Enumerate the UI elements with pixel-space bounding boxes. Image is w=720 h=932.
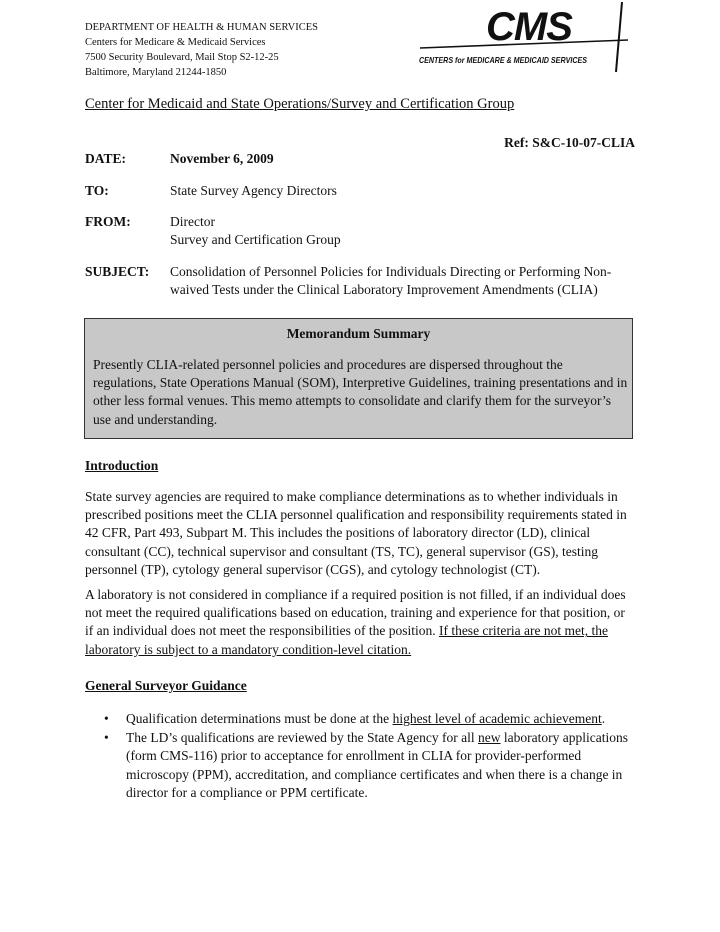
from-label: FROM: <box>85 214 131 229</box>
address-line: Baltimore, Maryland 21244-1850 <box>85 67 227 78</box>
compliance-paragraph <box>85 586 635 659</box>
introduction-paragraph: State survey agencies are required to make compliance determinations as to whether individuals in prescribed positions meet the CLIA personnel qualification and responsibility requirements stated in 42 CFR, Part 493, Subpart M. This includes the positions of laboratory director (LD), clinical consultant (CC), technical supervisor and consultant (TS, TC), general supervisor (GS), testing personnel (TP), cytology general supervisor (CGS), and cytology technologist (CT). <box>85 489 627 577</box>
list-item <box>85 729 645 802</box>
introduction-heading: Introduction <box>85 458 159 473</box>
cms-tagline: CENTERS for MEDICARE & MEDICAID SERVICES <box>419 56 588 65</box>
bullet-text: laboratory applications (form CMS-116) prior to acceptance for enrollment in CLIA for provider-performed microscopy (PPM), accreditation, and compliance certificates and when there is a change in director for a compliance or PPM certificate. <box>126 730 628 800</box>
guidance-heading: General Surveyor Guidance <box>85 678 247 693</box>
group-title: Center for Medicaid and State Operations/Survey and Certification Group <box>85 96 515 112</box>
cms-wordmark: CMS <box>486 5 572 49</box>
bullet-text: Qualification determinations must be done at the <box>126 711 393 726</box>
to-label: TO: <box>85 183 109 198</box>
address-line: 7500 Security Boulevard, Mail Stop S2-12-25 <box>85 52 279 63</box>
guidance-list <box>85 710 645 803</box>
address-line: Centers for Medicare & Medicaid Services <box>85 37 266 48</box>
reference-number: Ref: S&C-10-07-CLIA <box>504 135 635 150</box>
bullet-icon: • <box>104 711 109 726</box>
summary-title: Memorandum Summary <box>286 326 431 341</box>
date-value: November 6, 2009 <box>170 151 274 166</box>
to-value: State Survey Agency Directors <box>170 183 337 198</box>
bullet-emphasis: new <box>478 730 501 746</box>
bullet-emphasis: highest level of academic achievement <box>392 711 602 726</box>
list-item <box>85 710 645 728</box>
from-value <box>170 213 640 248</box>
bullet-text: The LD’s qualifications are reviewed by the State Agency for all <box>126 730 479 746</box>
address-line: DEPARTMENT OF HEALTH & HUMAN SERVICES <box>85 22 318 33</box>
memorandum-summary-box <box>84 318 633 439</box>
subject-label: SUBJECT: <box>85 264 150 279</box>
from-line: Survey and Certification Group <box>170 231 341 247</box>
subject-value: Consolidation of Personnel Policies for Individuals Directing or Performing Non-waived Tests under the Clinical Laboratory Improvement Amendments (CLIA) <box>170 264 612 297</box>
bullet-icon: • <box>104 730 109 746</box>
compliance-text: A laboratory is not considered in compliance if a required position is not filled, if an individual does not meet the required qualifications based on education, training and experience for that position, or if an individual does not meet the responsibilities of the position. <box>85 587 626 639</box>
from-line: Director <box>170 214 215 229</box>
bullet-text: . <box>601 711 606 726</box>
summary-body: Presently CLIA-related personnel policies and procedures are dispersed throughout the regulations, State Operations Manual (SOM), Interpretive Guidelines, training presentations and in other less formal venues. This memo attempts to consolidate and clarify them for the surveyor’s use and understanding. <box>93 357 628 427</box>
citation-warning: If these criteria are not met, the laboratory is subject to a mandatory condition-level citation. <box>85 623 608 657</box>
date-label: DATE: <box>85 151 127 166</box>
agency-address <box>85 20 318 80</box>
cms-logo-icon <box>418 2 640 74</box>
